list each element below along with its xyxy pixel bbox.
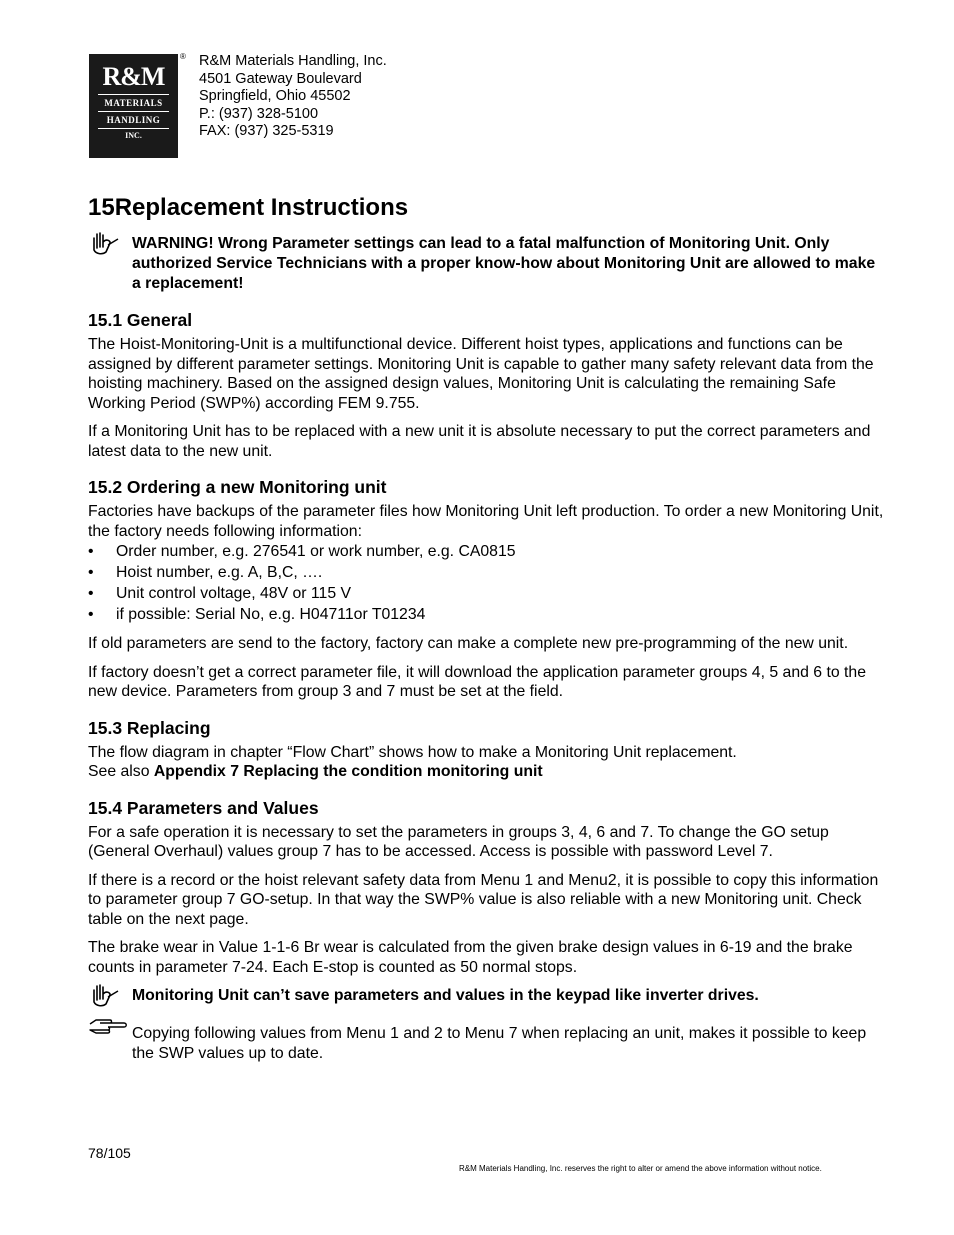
- hand-writing-icon: [90, 230, 120, 256]
- address-fax: FAX: (937) 325-5319: [199, 123, 334, 139]
- section-heading-ordering: 15.2 Ordering a new Monitoring unit: [88, 477, 387, 497]
- bullet: •: [88, 585, 94, 602]
- replacing-text: The flow diagram in chapter “Flow Chart” shows how to make a Monitoring Unit replacement.: [88, 743, 737, 761]
- hand-writing-icon: [90, 982, 120, 1008]
- copy-values-notice: [88, 1024, 888, 1064]
- logo-line-materials: MATERIALS: [104, 98, 163, 108]
- company-address: [199, 53, 387, 141]
- general-paragraph-1: The Hoist-Monitoring-Unit is a multifunctional device. Different hoist types, applications and functions can be assigned by different parameter settings. Monitoring Unit is capable to gather many safety relevant data from the hoisting machinery. Based on the assigned design values, Monitoring Unit is calculating the remaining Safe Working Period (SWP%) according FEM 9.755.: [88, 336, 874, 412]
- keypad-notice-text: Monitoring Unit can’t save parameters and values in the keypad like inverter drives.: [132, 987, 759, 1004]
- bullet: •: [88, 543, 94, 560]
- ordering-paragraph-1: Factories have backups of the parameter files how Monitoring Unit left production. To order a new Monitoring Unit, the factory needs following information:: [88, 503, 884, 540]
- registered-mark: ®: [180, 52, 186, 61]
- document-body: [88, 194, 888, 1070]
- address-street: 4501 Gateway Boulevard: [199, 70, 362, 87]
- bullet: •: [88, 564, 94, 581]
- list-item: • Unit control voltage, 48V or 115 V: [88, 585, 352, 602]
- company-logo: [89, 54, 178, 158]
- pointing-hand-icon: [88, 1016, 128, 1042]
- bullet: •: [88, 606, 94, 623]
- warning-text: WARNING! Wrong Parameter settings can lead to a fatal malfunction of Monitoring Unit. Only authorized Service Technicians with a proper know-how about Monitoring Unit are allowed to make a replacement!: [132, 235, 876, 292]
- parameters-paragraph-2: If there is a record or the hoist relevant safety data from Menu 1 and Menu2, it is possible to copy this information to parameter group 7 GO-setup. In that way the SWP% value is also reliable with a new Monitoring unit. Check table on the next page.: [88, 871, 879, 928]
- logo-divider: [98, 128, 169, 129]
- address-city: Springfield, Ohio 45502: [199, 88, 351, 104]
- ordering-paragraph-2: If old parameters are send to the factory, factory can make a complete new pre-programming of the new unit.: [88, 635, 849, 652]
- footer-disclaimer: R&M Materials Handling, Inc. reserves the right to alter or amend the above information without notice.: [459, 1164, 822, 1173]
- page-number: 78/105: [88, 1145, 131, 1161]
- ordering-paragraph-3: If factory doesn’t get a correct parameter file, it will download the application parameter groups 4, 5 and 6 to the new device. Parameters from group 3 and 7 must be set at the field.: [88, 663, 866, 700]
- parameters-paragraph-1: For a safe operation it is necessary to set the parameters in groups 3, 4, 6 and 7. To change the GO setup (General Overhaul) values group 7 has to be accessed. Access is possible with password Level 7.: [88, 823, 829, 860]
- logo-line-handling: HANDLING: [106, 115, 161, 125]
- ordering-info-list: [88, 541, 888, 625]
- parameters-paragraph-3: The brake wear in Value 1-1-6 Br wear is calculated from the given brake design values in 6-19 and the brake counts in parameter 7-24. Each E-stop is counted as 50 normal stops.: [88, 939, 853, 976]
- see-also-prefix: See also: [88, 763, 154, 780]
- section-heading-general: 15.1 General: [88, 310, 193, 330]
- warning-notice: [88, 234, 888, 294]
- replacing-paragraph: [88, 743, 888, 782]
- list-item: • Hoist number, e.g. A, B,C, ….: [88, 564, 323, 581]
- see-also-reference: Appendix 7 Replacing the condition monitoring unit: [153, 763, 543, 780]
- address-phone: P.: (937) 328-5100: [199, 105, 319, 122]
- logo-main-text: R&M: [102, 62, 165, 91]
- logo-divider: [98, 111, 169, 112]
- list-item: • Order number, e.g. 276541 or work number, e.g. CA0815: [88, 543, 516, 560]
- general-paragraph-2: If a Monitoring Unit has to be replaced with a new unit it is absolute necessary to put the correct parameters and latest data to the new unit.: [88, 423, 871, 460]
- copy-values-text: Copying following values from Menu 1 and 2 to Menu 7 when replacing an unit, makes it possible to keep the SWP values up to date.: [132, 1025, 867, 1062]
- section-heading-replacing: 15.3 Replacing: [88, 717, 211, 738]
- logo-divider: [98, 94, 169, 95]
- logo-line-inc: INC.: [125, 131, 142, 140]
- keypad-notice: [88, 986, 888, 1006]
- page-title: 15Replacement Instructions: [88, 194, 409, 221]
- address-company: R&M Materials Handling, Inc.: [199, 53, 387, 69]
- list-item: • if possible: Serial No, e.g. H04711or T01234: [88, 606, 426, 623]
- section-heading-parameters: 15.4 Parameters and Values: [88, 797, 319, 818]
